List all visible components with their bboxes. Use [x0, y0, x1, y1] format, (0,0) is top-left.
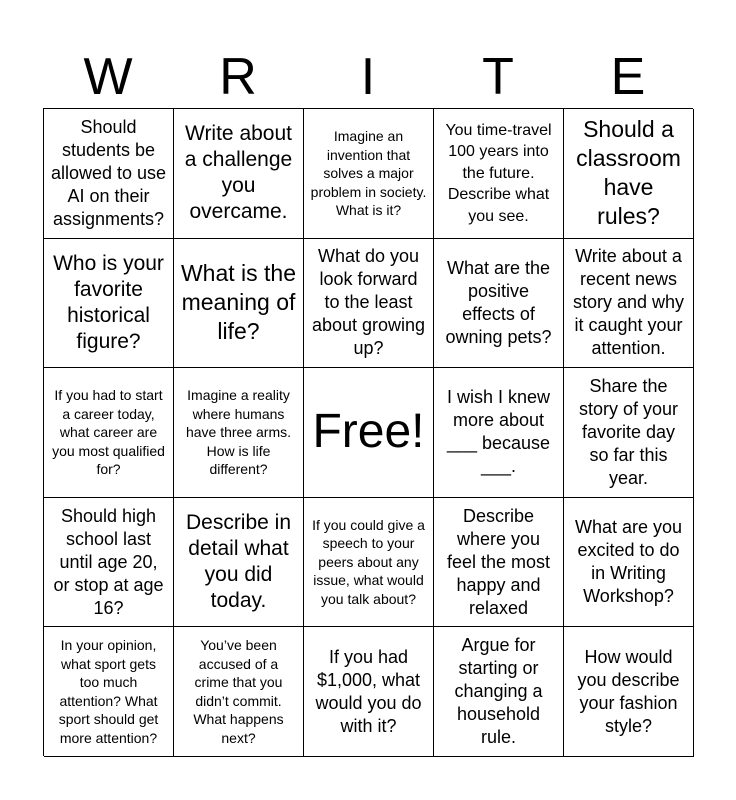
bingo-cell[interactable] — [304, 627, 434, 757]
cell-text: Should students be allowed to use AI on their assignments? — [50, 116, 167, 229]
cell-text: Who is your favorite historical figure? — [53, 251, 164, 353]
bingo-cell[interactable] — [44, 627, 174, 757]
bingo-cell[interactable] — [44, 239, 174, 369]
header-letter-t: T — [482, 48, 514, 106]
bingo-header — [43, 46, 693, 108]
bingo-cell[interactable] — [174, 498, 304, 628]
cell-text: Describe in detail what you did today. — [185, 511, 292, 613]
free-space[interactable] — [304, 368, 434, 498]
bingo-cell[interactable] — [564, 239, 694, 369]
cell-text: I wish I knew more about ___ because ___. — [446, 387, 551, 477]
cell-text: Imagine an invention that solves a major problem in society. What is it? — [310, 128, 427, 219]
bingo-cell[interactable] — [174, 627, 304, 757]
header-letter-i: I — [360, 48, 376, 106]
bingo-cell[interactable] — [44, 109, 174, 239]
bingo-cell[interactable] — [174, 109, 304, 239]
cell-text: You time-travel 100 years into the future. Describe what you see. — [445, 121, 552, 225]
bingo-cell[interactable] — [564, 109, 694, 239]
bingo-cell[interactable] — [434, 109, 564, 239]
cell-text: How would you describe your fashion style? — [577, 646, 680, 736]
cell-text: Write about a challenge you overcame. — [184, 122, 293, 224]
bingo-cell[interactable] — [434, 368, 564, 498]
cell-text: Should a classroom have rules? — [576, 116, 681, 230]
cell-text: In your opinion, what sport gets too much attention? What sport should get more attention? — [58, 637, 159, 746]
cell-text: If you had to start a career today, what career are you most qualified for? — [52, 387, 165, 478]
bingo-cell[interactable] — [434, 627, 564, 757]
free-space-label: Free! — [312, 405, 425, 459]
bingo-cell[interactable] — [564, 498, 694, 628]
cell-text: Share the story of your favorite day so far this year. — [578, 375, 679, 488]
cell-text: Should high school last until age 20, or stop at age 16? — [53, 505, 164, 618]
cell-text: Write about a recent news story and why it caught your attention. — [572, 246, 685, 359]
bingo-cell[interactable] — [434, 239, 564, 369]
cell-text: What are you excited to do in Writing Workshop? — [574, 517, 683, 607]
bingo-cell[interactable] — [434, 498, 564, 628]
cell-text: What is the meaning of life? — [180, 260, 297, 345]
bingo-cell[interactable] — [564, 627, 694, 757]
bingo-cell[interactable] — [304, 239, 434, 369]
cell-text: Imagine a reality where humans have three arms. How is life different? — [185, 387, 292, 478]
cell-text: If you could give a speech to your peers about any issue, what would you talk about? — [312, 516, 425, 607]
cell-text: You’ve been accused of a crime that you didn’t commit. What happens next? — [193, 637, 284, 746]
cell-text: Argue for starting or changing a household rule. — [454, 635, 543, 748]
cell-text: Describe where you feel the most happy and relaxed — [446, 505, 551, 618]
bingo-cell[interactable] — [174, 368, 304, 498]
bingo-cell[interactable] — [304, 109, 434, 239]
cell-text: What are the positive effects of owning pets? — [445, 257, 552, 347]
cell-text: What do you look forward to the least about growing up? — [311, 246, 426, 359]
bingo-cell[interactable] — [174, 239, 304, 369]
cell-text: If you had $1,000, what would you do with it? — [315, 646, 422, 736]
bingo-cell[interactable] — [44, 368, 174, 498]
bingo-cell[interactable] — [564, 368, 694, 498]
header-letter-w: W — [83, 48, 133, 106]
bingo-cell[interactable] — [304, 498, 434, 628]
bingo-cell[interactable] — [44, 498, 174, 628]
bingo-board — [43, 108, 693, 756]
header-letter-e: E — [610, 48, 646, 106]
header-letter-r: R — [219, 48, 257, 106]
